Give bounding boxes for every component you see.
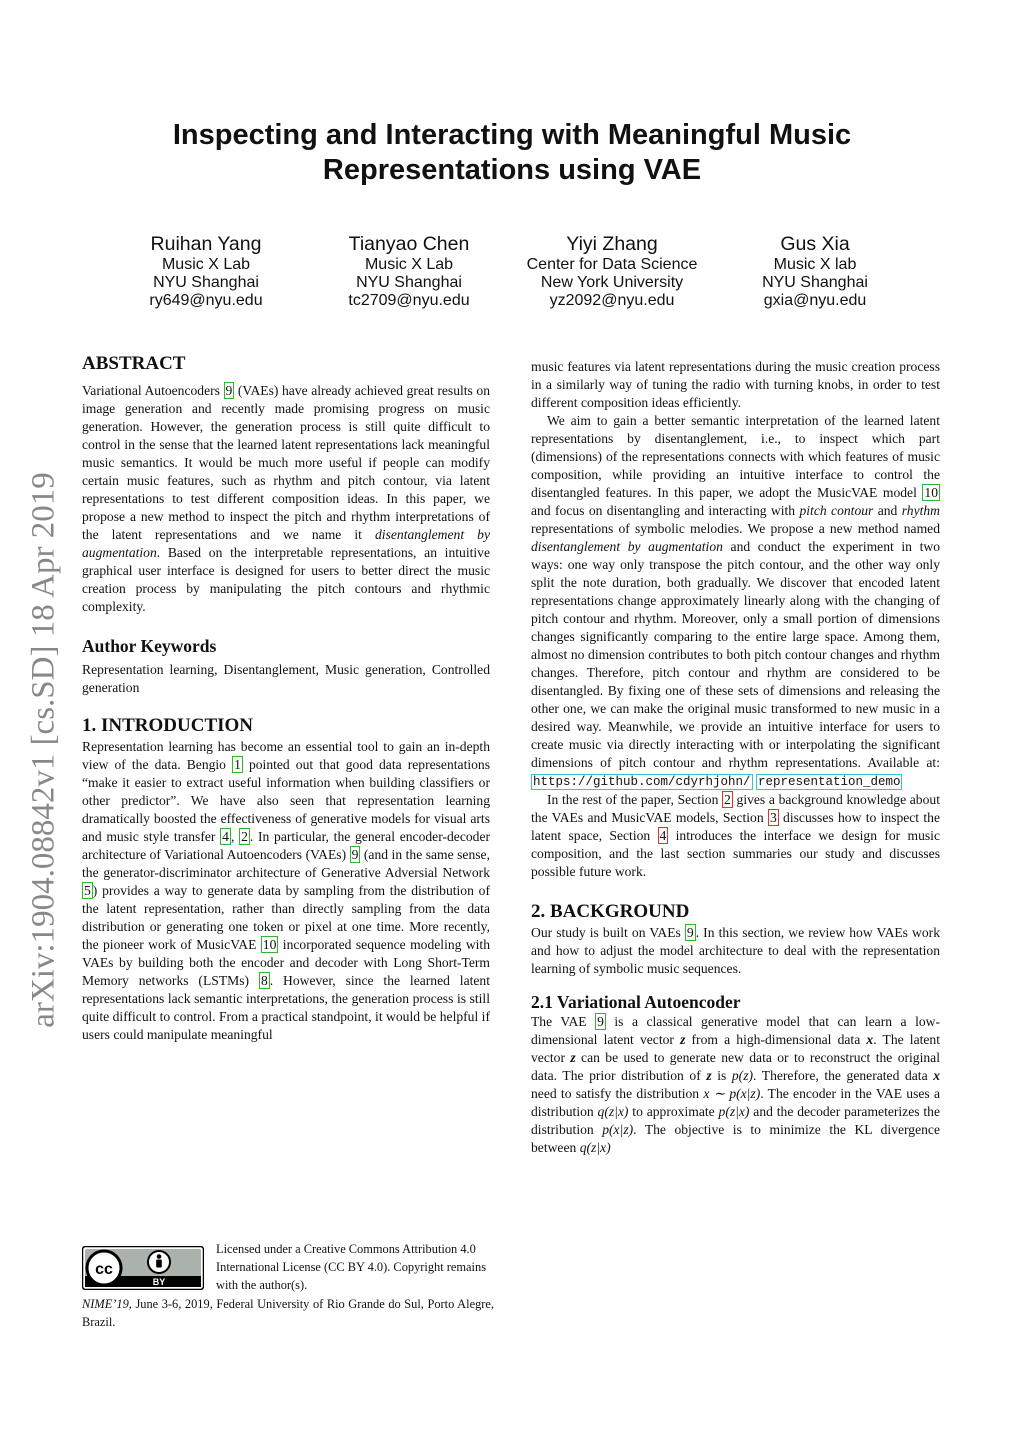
venue-text: NIME’19, June 3-6, 2019, Federal University of Rio Grande do Sul, Porto Alegre, Brazil. — [82, 1297, 494, 1329]
citation-link[interactable]: 10 — [924, 485, 938, 500]
background-heading: 2. BACKGROUND — [531, 901, 690, 922]
citation-link[interactable]: 9 — [225, 383, 233, 398]
citation-link[interactable]: 9 — [686, 925, 694, 940]
github-link[interactable]: https://github.com/cdyrhjohn/ — [533, 775, 751, 789]
github-link[interactable]: representation_demo — [757, 775, 901, 789]
author-institution: NYU Shanghai — [356, 274, 462, 291]
author-name: Ruihan Yang — [150, 233, 262, 255]
paragraph: Our study is built on VAEs 9 . In this section, we review how VAEs work and how to adjust the model architecture to deal with the representation learning of symbolic music sequences. — [531, 925, 940, 976]
section-link[interactable]: 4 — [659, 828, 667, 843]
paper-title — [100, 118, 924, 188]
author-lab: Center for Data Science — [526, 256, 698, 273]
license-text: Licensed under a Creative Commons Attribution 4.0 International License (CC BY 4.0). Copyright remains with the author(s). — [216, 1242, 487, 1292]
right-column — [531, 358, 940, 1157]
author-institution: NYU Shanghai — [762, 274, 868, 291]
title-line-2: Representations using VAE — [322, 154, 702, 186]
author-name: Yiyi Zhang — [566, 233, 658, 255]
keywords-text: Representation learning, Disentanglement, Music generation, Controlled generation — [82, 662, 490, 695]
title-line-1: Inspecting and Interacting with Meaningful Music — [172, 119, 852, 151]
section-link[interactable]: 3 — [769, 810, 777, 825]
author-email[interactable]: yz2092@nyu.edu — [549, 292, 675, 309]
author-name: Tianyao Chen — [348, 233, 470, 255]
author-name: Gus Xia — [780, 233, 850, 255]
citation-link[interactable]: 2 — [241, 829, 248, 844]
arxiv-stamp-text: arXiv:1904.08842v1 [cs.SD] 18 Apr 2019 — [25, 472, 62, 1028]
citation-link[interactable]: 8 — [260, 973, 268, 988]
keywords-heading: Author Keywords — [82, 636, 217, 656]
author-lab: Music X lab — [773, 256, 857, 273]
author-email[interactable]: tc2709@nyu.edu — [348, 292, 470, 309]
author-institution: New York University — [540, 274, 684, 291]
paragraph: In the rest of the paper, Section 2 gives a background knowledge about the VAEs and MusicVAE models, Section 3 discusses how to inspect the latent space, Section 4 introduces the interface we design for music composition, and the last section summaries our study and discusses possible future work. — [531, 792, 941, 879]
author-institution: NYU Shanghai — [153, 274, 259, 291]
citation-link[interactable]: 10 — [262, 937, 277, 952]
citation-link[interactable]: 4 — [222, 829, 229, 844]
author-block — [695, 233, 935, 310]
creative-commons-by-badge — [82, 1246, 204, 1290]
author-lab: Music X Lab — [161, 256, 251, 273]
vae-subheading: 2.1 Variational Autoencoder — [531, 992, 741, 1012]
citation-link[interactable]: 5 — [84, 883, 91, 898]
by-badge-label: BY — [152, 1277, 166, 1287]
abstract-text: Variational Autoencoders 9 (VAEs) have already achieved great results on image generation and recently made promising progress on music generation. However, the generation process is still quite difficult to control in the sense that the learned latent representations lack meaningful music semantics. It would be much more useful if people can modify certain music features, such as rhythm and pitch contour, via latent representations to test different composition ideas. In this paper, we propose a new method to inspect the pitch and rhythm interpretations of the latent representations and we name it disentanglement by augmentation. Based on the interpretable representations, an intuitive graphical user interface is designed for users to better direct the music creation process by manipulating the pitch contours and rhythmic complexity. — [82, 383, 490, 614]
author-email[interactable]: gxia@nyu.edu — [763, 292, 867, 309]
intro-heading: 1. INTRODUCTION — [82, 715, 254, 736]
cc-badge-label: cc — [95, 1261, 113, 1278]
paragraph: The VAE 9 is a classical generative model that can learn a low-dimensional latent vector z from a high-dimensional data x. The latent vector z can be used to generate new data or to reconstruct the original data. The prior distribution of z is p(z). Therefore, the generated data x need to satisfy the distribution x ∼ p(x|z). The encoder in the VAE uses a distribution q(z|x) to approximate p(z|x) and the decoder parameterizes the distribution p(x|z). The objective is to minimize the KL divergence between q(z|x) — [531, 1014, 940, 1155]
citation-link[interactable]: 1 — [234, 757, 241, 772]
abstract-heading: ABSTRACT — [82, 353, 186, 374]
intro-text: Representation learning has become an essential tool to gain an in-depth view of the data. Bengio 1 pointed out that good data representations “make it easier to extract useful information when building classifiers or other predictor”. We have also seen that representation learning dramatically boosted the effectiveness of generative models for visual arts and music style transfer 4 , 2 . In particular, the general encoder-decoder architecture of Variational Autoencoders (VAEs) 9 (and in the same sense, the generator-discriminator architecture of Generative Adversial Network 5 ) provides a way to generate data by sampling from the distribution of the latent representation, rather than directly sampling from the data distribution or generating one token or pixel at one time. More recently, the pioneer work of MusicVAE 10 incorporated sequence modeling with VAEs by building both the encoder and decoder with Long Short-Term Memory networks (LSTMs) 8 . However, since the learned latent representations lack semantic interpretations, the generation process is still quite difficult to control. From a practical standpoint, it would be helpful if users could manipulate meaningful — [82, 739, 491, 1042]
left-column — [82, 352, 490, 1044]
author-lab: Music X Lab — [364, 256, 454, 273]
citation-link[interactable]: 9 — [351, 847, 359, 862]
paragraph: music features via latent representations during the music creation process in a similarly way of tuning the radio with turning knobs, in order to test different composition ideas efficiently. — [531, 359, 940, 410]
paragraph: We aim to gain a better semantic interpretation of the learned latent representations by disentanglement, i.e., to inspect which part (dimensions) of the representations connects with which features of music composition, while providing an intuitive interface to control the disentangled features. In this paper, we adopt the MusicVAE model 10 and focus on disentangling and interacting with pitch contour and rhythm representations of symbolic melodies. We propose a new method named disentanglement by augmentation and conduct the experiment in two ways: one way only transpose the pitch contour, and the other way only split the note duration, both gradually. We discover that encoded latent representations change approximately linearly along with the changing of pitch contour and rhythm. Moreover, only a small portion of dimensions changes significantly comparing to the entire large space. Among them, almost no dimension contributes to both pitch contour changes and rhythm changes. Therefore, pitch contour and rhythm are considered to be disentangled. By fixing one of these sets of dimensions and releasing the other one, we can make the original music transformed to new music in a desired way. Meanwhile, we provide an intuitive interface for users to create music via directly interacting with or interpolating the significant dimensions of pitch contour and rhythm representations. Available at: https://github.com/cdyrhjohn/ representation_demo — [531, 413, 940, 789]
section-link[interactable]: 2 — [724, 792, 731, 807]
author-email[interactable]: ry649@nyu.edu — [149, 292, 263, 309]
citation-link[interactable]: 9 — [597, 1014, 604, 1029]
